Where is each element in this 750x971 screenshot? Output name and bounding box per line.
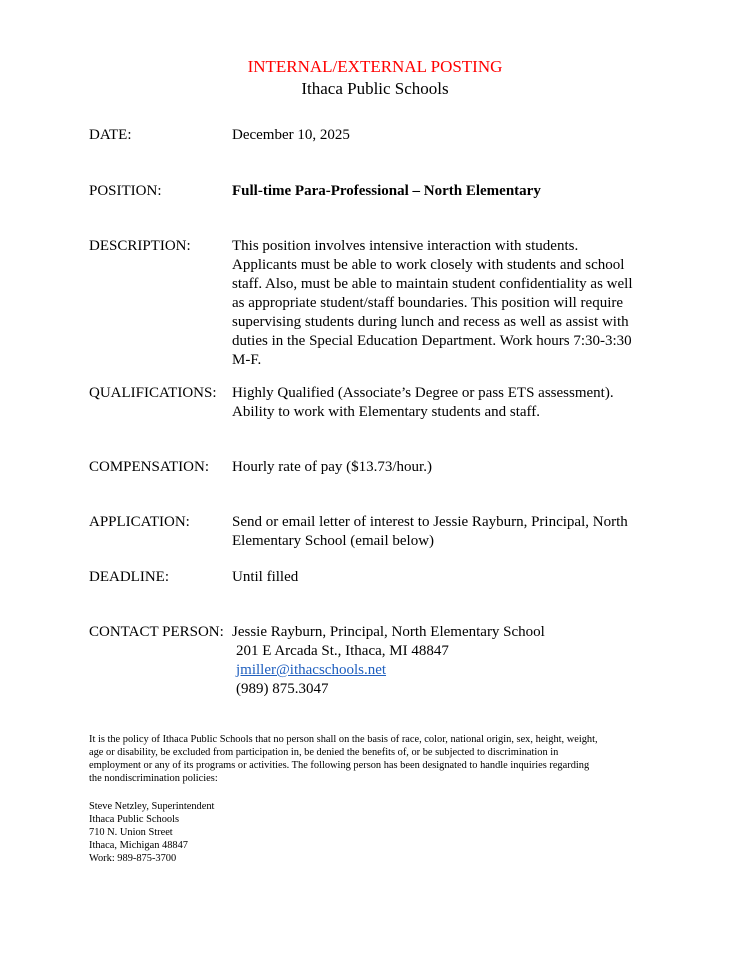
deadline-value: Until filled <box>232 569 299 585</box>
superintendent-name: Steve Netzley, Superintendent <box>89 801 215 812</box>
application-text <box>232 513 672 551</box>
qualifications-line: Highly Qualified (Associate’s Degree or pass ETS assessment). <box>232 385 614 401</box>
contact-name: Jessie Rayburn, Principal, North Elementary School <box>232 624 545 640</box>
contact-phone: (989) 875.3047 <box>236 681 329 697</box>
description-line: as appropriate student/staff boundaries. This position will require <box>232 295 624 311</box>
contact-email-link[interactable]: jmiller@ithacschools.net <box>236 662 387 678</box>
date-label: DATE: <box>89 127 132 143</box>
application-line: Send or email letter of interest to Jessie Rayburn, Principal, North <box>232 514 628 530</box>
superintendent-street: 710 N. Union Street <box>89 827 173 838</box>
superintendent-city: Ithaca, Michigan 48847 <box>89 840 188 851</box>
superintendent-org: Ithaca Public Schools <box>89 814 180 825</box>
policy-line: It is the policy of Ithaca Public Schools that no person shall on the basis of race, color, national origin, sex, height, weight, <box>89 734 598 745</box>
policy-line: age or disability, be excluded from participation in, be denied the benefits of, or be subjected to discrimination in <box>89 747 559 758</box>
nondiscrimination-policy <box>89 733 663 785</box>
description-line: M-F. <box>232 352 262 368</box>
policy-line: the nondiscrimination policies: <box>89 773 218 784</box>
description-line: Applicants must be able to work closely with students and school <box>232 257 625 273</box>
description-text <box>232 237 672 370</box>
application-line: Elementary School (email below) <box>232 533 435 549</box>
compensation-value: Hourly rate of pay ($13.73/hour.) <box>232 459 432 475</box>
qualifications-text <box>232 384 672 422</box>
qualifications-line: Ability to work with Elementary students and staff. <box>232 404 541 420</box>
description-line: This position involves intensive interaction with students. <box>232 238 579 254</box>
compensation-label: COMPENSATION: <box>89 459 210 475</box>
description-line: staff. Also, must be able to maintain student confidentiality as well <box>232 276 633 292</box>
superintendent-work-phone: Work: 989-875-3700 <box>89 853 177 864</box>
posting-title: INTERNAL/EXTERNAL POSTING <box>247 57 503 76</box>
description-line: duties in the Special Education Department. Work hours 7:30-3:30 <box>232 333 632 349</box>
superintendent-block <box>89 800 214 865</box>
description-line: supervising students during lunch and recess as well as assist with <box>232 314 629 330</box>
district-name: Ithaca Public Schools <box>301 79 449 98</box>
deadline-label: DEADLINE: <box>89 569 169 585</box>
contact-address: 201 E Arcada St., Ithaca, MI 48847 <box>236 643 449 659</box>
position-value: Full-time Para-Professional – North Elementary <box>232 183 541 199</box>
application-label: APPLICATION: <box>89 514 190 530</box>
contact-label: CONTACT PERSON: <box>89 624 224 640</box>
date-value: December 10, 2025 <box>232 127 350 143</box>
contact-details <box>236 642 676 699</box>
description-label: DESCRIPTION: <box>89 238 191 254</box>
position-label: POSITION: <box>89 183 162 199</box>
qualifications-label: QUALIFICATIONS: <box>89 385 217 401</box>
policy-line: employment or any of its programs or activities. The following person has been designated to handle inquiries regarding <box>89 760 590 771</box>
